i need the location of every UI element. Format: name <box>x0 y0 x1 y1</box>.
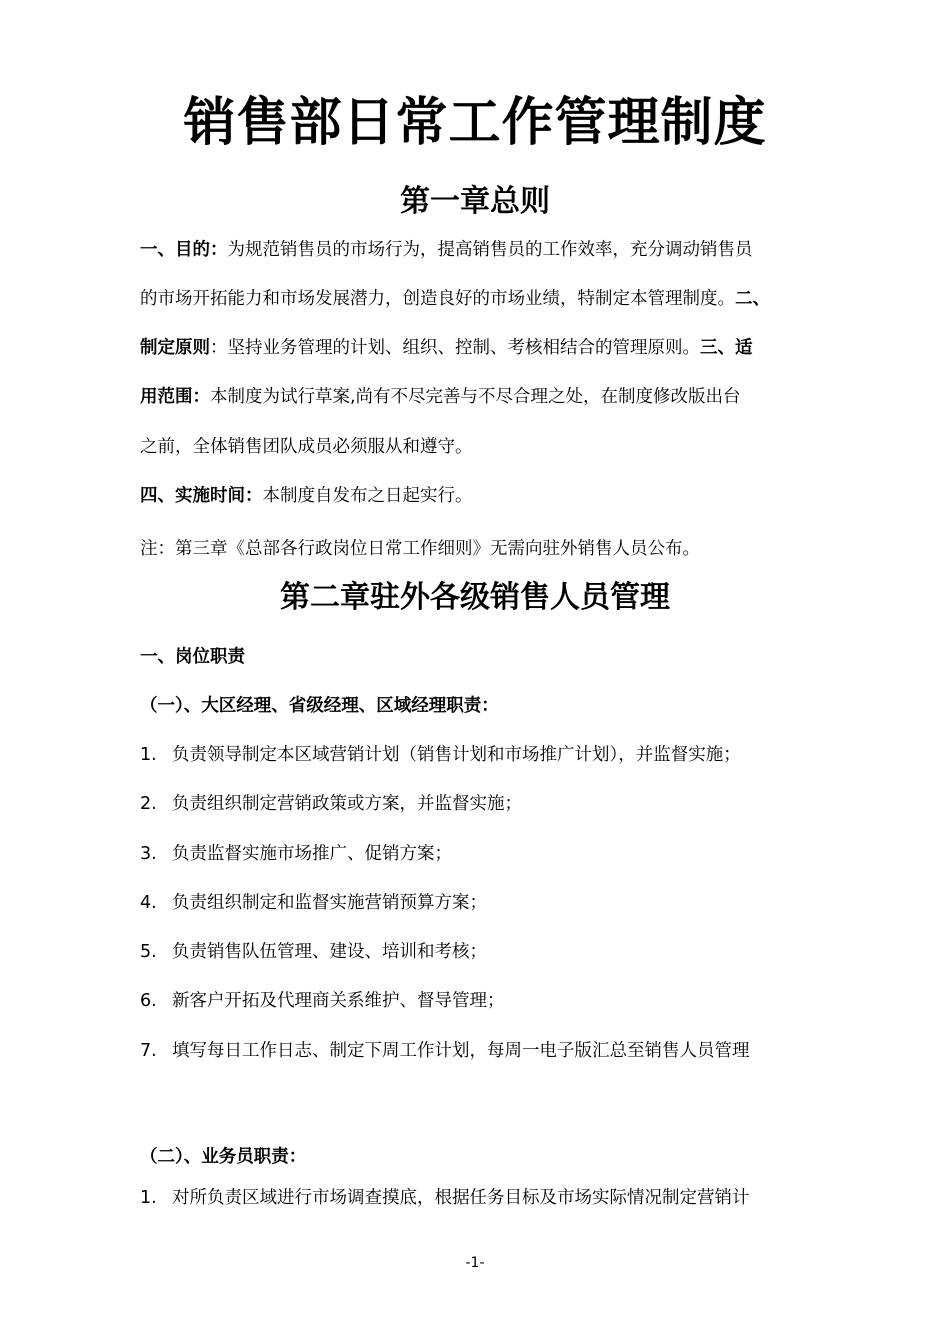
document-title: 销售部日常工作管理制度 <box>183 93 767 153</box>
clause-text: ：坚持业务管理的计划、组织、控制、考核相结合的管理原则。 <box>210 338 700 358</box>
list-item <box>140 987 830 1015</box>
list-item <box>140 840 830 868</box>
list-text: 对所负责区域进行市场调查摸底，根据任务目标及市场实际情况制定营销计 <box>172 1188 750 1208</box>
clause-label: 制定原则 <box>140 338 210 358</box>
clause-text: 为规范销售员的市场行为，提高销售员的工作效率，充分调动销售员 <box>227 240 753 260</box>
list-text: 新客户开拓及代理商关系维护、督导管理； <box>172 991 505 1011</box>
list-text: 负责组织制定营销政策或方案，并监督实施； <box>172 794 522 814</box>
list-number: 4. <box>140 893 157 913</box>
list-text: 负责领导制定本区域营销计划（销售计划和市场推广计划），并监督实施； <box>172 745 741 765</box>
list-item <box>140 938 830 966</box>
page-number: -1- <box>465 1255 485 1271</box>
list-number: 5. <box>140 942 157 962</box>
list-text: 负责销售队伍管理、建设、培训和考核； <box>172 942 487 962</box>
note-text: 注：第三章《总部各行政岗位日常工作细则》无需向驻外销售人员公布。 <box>140 539 700 559</box>
list-text: 负责组织制定和监督实施营销预算方案； <box>172 893 487 913</box>
clause-label: 用范围： <box>140 387 210 407</box>
list-number: 3. <box>140 844 157 864</box>
chapter-1-heading: 第一章总则 <box>400 184 550 219</box>
paragraph-line <box>140 285 830 313</box>
list-text: 负责监督实施市场推广、促销方案； <box>172 844 452 864</box>
clause-label: 三、适 <box>700 338 753 358</box>
subsection-heading: （一）、大区经理、省级经理、区域经理职责： <box>140 696 499 716</box>
list-number: 2. <box>140 794 157 814</box>
chapter-2-heading: 第二章驻外各级销售人员管理 <box>280 580 670 615</box>
clause-text: 本制度为试行草案,尚有不尽完善与不尽合理之处，在制度修改版出台 <box>210 387 741 407</box>
paragraph-line <box>140 433 830 461</box>
list-item <box>140 790 830 818</box>
clause-label: 二、 <box>735 289 770 309</box>
list-item <box>140 741 830 769</box>
list-item <box>140 1037 830 1065</box>
clause-text: 之前，全体销售团队成员必须服从和遵守。 <box>140 437 473 457</box>
paragraph-line <box>140 334 830 362</box>
list-number: 7. <box>140 1041 157 1061</box>
section-heading: 一、岗位职责 <box>140 647 245 667</box>
list-number: 1. <box>140 745 157 765</box>
paragraph-line <box>140 482 830 510</box>
list-number: 1. <box>140 1188 157 1208</box>
paragraph-line <box>140 383 830 411</box>
list-item <box>140 1184 830 1212</box>
clause-label: 四、实施时间： <box>140 486 263 506</box>
list-item <box>140 889 830 917</box>
clause-text: 本制度自发布之日起实行。 <box>262 486 473 506</box>
subsection-heading: （二）、业务员职责： <box>140 1147 307 1167</box>
list-number: 6. <box>140 991 157 1011</box>
clause-text: 的市场开拓能力和市场发展潜力，创造良好的市场业绩，特制定本管理制度。 <box>140 289 735 309</box>
note-line <box>140 535 830 563</box>
clause-label: 一、目的： <box>140 240 228 260</box>
paragraph-line <box>140 236 830 264</box>
list-text: 填写每日工作日志、制定下周工作计划，每周一电子版汇总至销售人员管理 <box>172 1041 750 1061</box>
